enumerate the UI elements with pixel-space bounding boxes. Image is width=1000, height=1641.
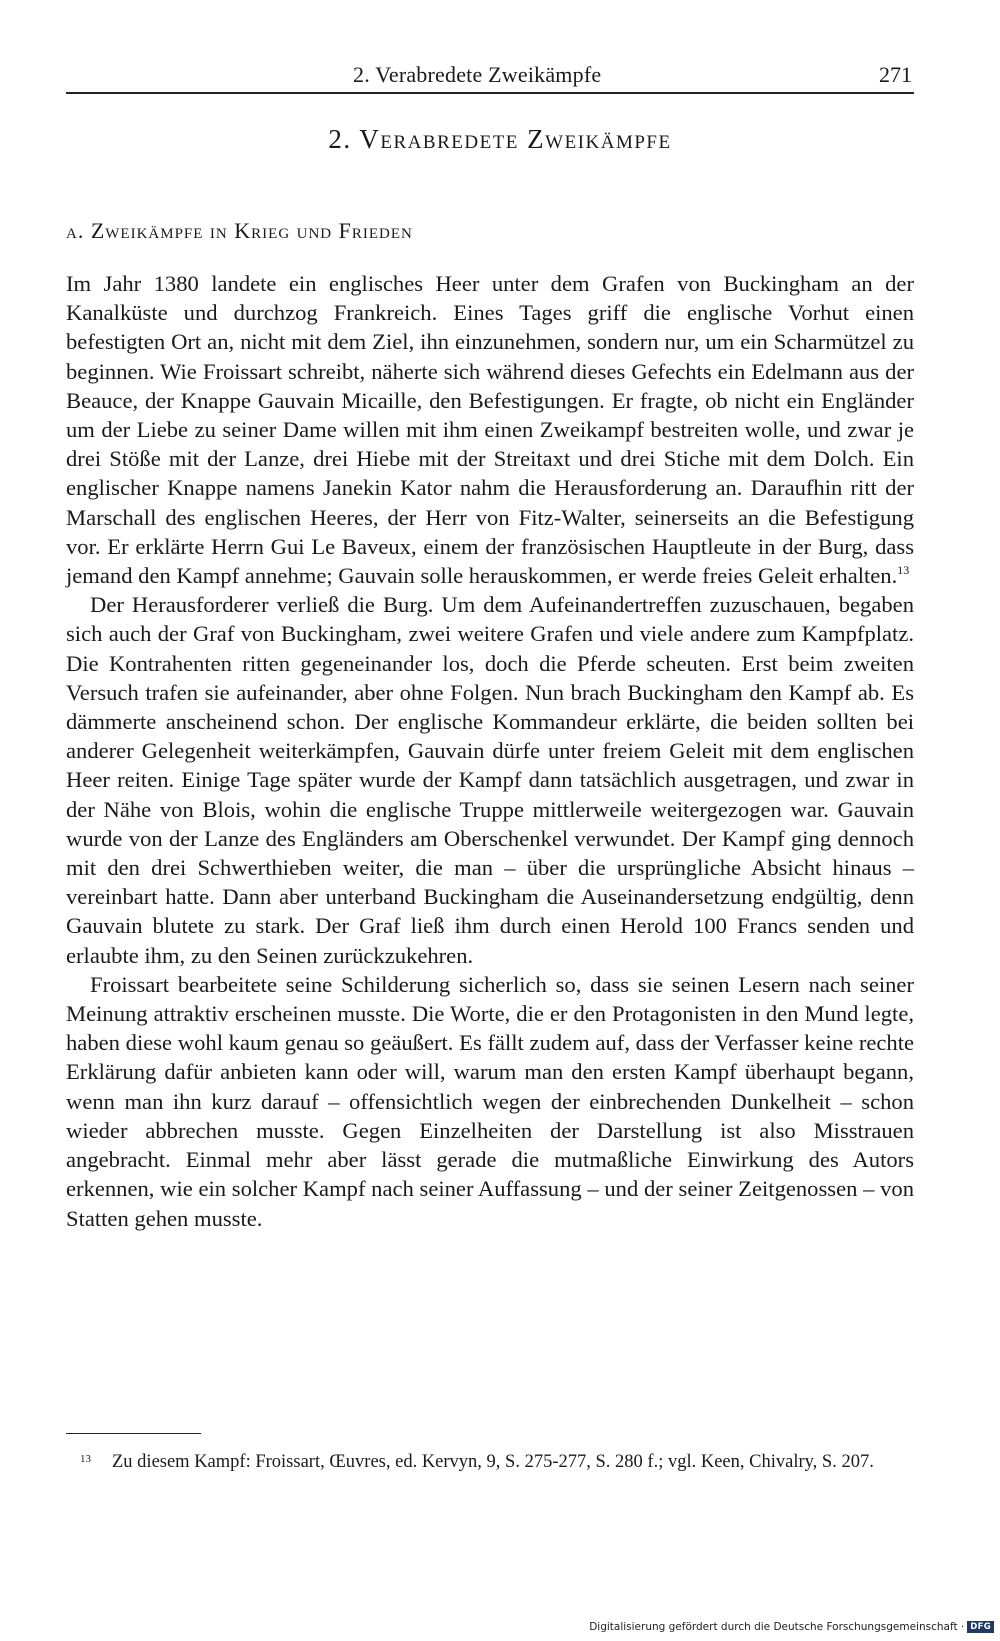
footnote-text: Zu diesem Kampf: Froissart, Œuvres, ed. Kervyn, 9, S. 275-277, S. 280 f.; vgl. Keen, Chivalry, S. 207.: [112, 1452, 874, 1472]
body-text: [66, 269, 914, 1233]
chapter-title: 2. Verabredete Zweikämpfe: [328, 124, 672, 154]
dfg-logo-icon: DFG: [967, 1621, 994, 1633]
paragraph: Froissart bearbeitete seine Schilderung sicherlich so, dass sie seinen Lesern nach seiner Meinung attraktiv erscheinen musste. Die Worte, die er den Protagonisten in den Mund legte, haben diese wohl kaum genau so geäußert. Es fällt zudem auf, dass der Verfasser keine rechte Erklärung dafür anbieten kann oder will, warum man den ersten Kampf überhaupt begann, wenn man ihn kurz darauf – offensichtlich wegen der einbrechenden Dunkelheit – schon wieder abbrechen musste. Gegen Einzelheiten der Darstellung ist also Misstrauen angebracht. Einmal mehr aber lässt gerade die mutmaßliche Einwirkung des Autors erkennen, wie ein solcher Kampf nach seiner Auffassung – und der seiner Zeitgenossen – von Statten gehen musste.: [66, 971, 914, 1231]
footnote-separator: [66, 1433, 201, 1434]
section-title: a. Zweikämpfe in Krieg und Frieden: [66, 218, 413, 243]
page-number: 271: [879, 62, 912, 87]
running-head: [66, 58, 914, 94]
footnote: [66, 1450, 914, 1475]
footnote-reference: 13: [897, 563, 910, 578]
paragraph-text: Im Jahr 1380 landete ein englisches Heer unter dem Grafen von Buckingham an der Kanalküste und durchzog Frankreich. Eines Tages griff die englische Vorhut einen befestigten Ort an, nicht mit dem Ziel, ihn einzunehmen, sondern nur, um ein Scharmützel zu beginnen. Wie Froissart schreibt, näherte sich während dieses Gefechts ein Edelmann aus der Beauce, der Knappe Gauvain Micaille, den Befestigungen. Er fragte, ob nicht ein Engländer um der Liebe zu seiner Dame willen mit ihm einen Zweikampf bestreiten wolle, und zwar je drei Stöße mit der Lanze, drei Hiebe mit der Streitaxt und drei Stiche mit dem Dolch. Ein englischer Knappe namens Janekin Kator nahm die Herausforderung an. Daraufhin ritt der Marschall des englischen Heeres, der Herr von Fitz-Walter, seinerseits an die Befestigung vor. Er erklärte Herrn Gui Le Baveux, einem der französischen Hauptleute in der Burg, dass jemand den Kampf annehme; Gauvain solle herauskommen, er werde freies Geleit erhalten.: [66, 271, 914, 589]
digitization-credit: [589, 1621, 994, 1633]
footnote-number: 13: [80, 1453, 91, 1465]
credit-text: Digitalisierung gefördert durch die Deutsche Forschungsgemeinschaft ·: [589, 1621, 965, 1633]
paragraph: [66, 269, 914, 590]
running-head-title: 2. Verabredete Zweikämpfe: [353, 62, 602, 87]
paragraph: Der Herausforderer verließ die Burg. Um dem Aufeinandertreffen zuzuschauen, begaben sich auch der Graf von Buckingham, zwei weitere Grafen und viele andere zum Kampfplatz. Die Kontrahenten ritten gegeneinander los, doch die Pferde scheuten. Erst beim zweiten Versuch trafen sie aufeinander, aber ohne Folgen. Nun brach Buckingham den Kampf ab. Es dämmerte anscheinend schon. Der englische Kommandeur erklärte, die beiden sollten bei anderer Gelegenheit weiterkämpfen, Gauvain dürfe unter freiem Geleit mit dem englischen Heer reiten. Einige Tage später wurde der Kampf dann tatsächlich ausgetragen, und zwar in der Nähe von Blois, wohin die englische Truppe mittlerweile weitergezogen war. Gauvain wurde von der Lanze des Engländers am Oberschenkel verwundet. Der Kampf ging dennoch mit den drei Schwerthieben weiter, die man – über die ursprüngliche Absicht hinaus – vereinbart hatte. Dann aber unterband Buckingham die Auseinandersetzung endgültig, denn Gauvain blutete zu stark. Der Graf ließ ihm durch einen Herold 100 Francs senden und erlaubte ihm, zu den Seinen zurückzukehren.: [66, 592, 914, 968]
